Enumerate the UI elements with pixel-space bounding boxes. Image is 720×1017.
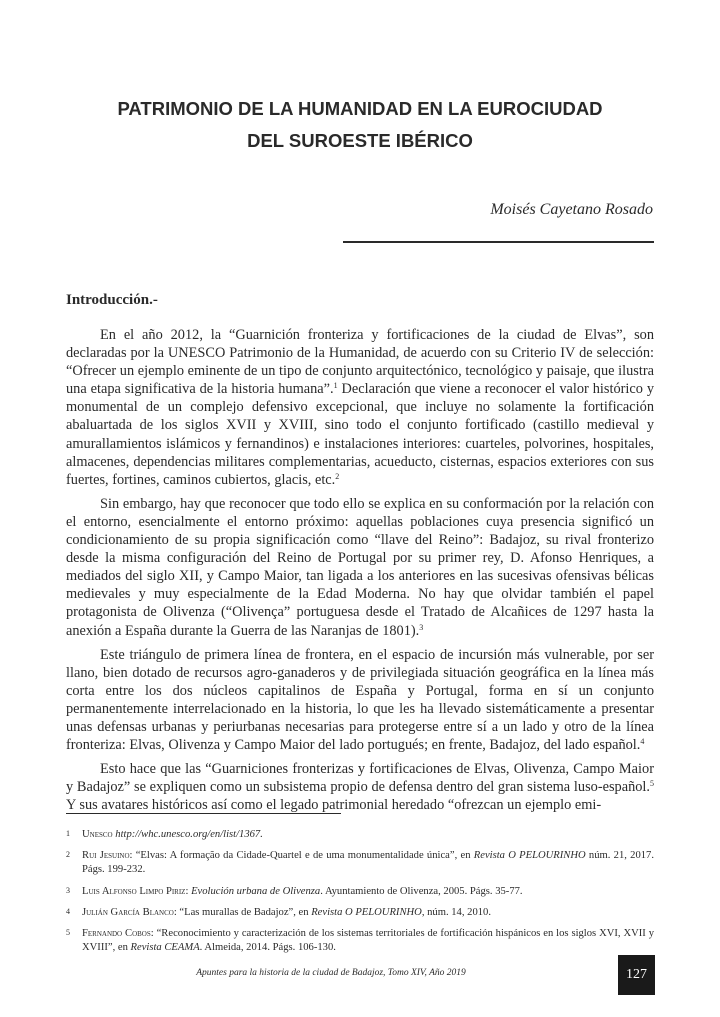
section-heading: Introducción.-: [66, 292, 158, 308]
footnote-rest: , núm. 14, 2010.: [421, 906, 491, 918]
footnote-number: 2: [66, 850, 70, 860]
footnote-text: : “Las murallas de Badajoz”, en: [173, 906, 312, 918]
footnote-rule: [66, 813, 341, 814]
footnote-sep: :: [185, 885, 192, 897]
footnote-url: http://whc.unesco.org/en/list/1367.: [115, 829, 263, 840]
footnote-number: 4: [66, 906, 70, 916]
footnote-4: [66, 906, 654, 920]
footnote-journal: Revista O PELOURINHO: [473, 850, 586, 862]
footnote-2: [66, 849, 654, 877]
footnote-rest: . Almeida, 2014. Págs. 106-130.: [199, 942, 336, 954]
author-rule: [343, 241, 654, 243]
author-name: Moisés Cayetano Rosado: [490, 201, 653, 218]
paragraph-2: [66, 495, 654, 640]
footnote-3: [66, 885, 654, 899]
footnote-journal: Revista O PELOURINHO: [311, 906, 422, 918]
paragraph-3: [66, 646, 654, 755]
paragraph-4-text-a: Esto hace que las “Guarniciones fronterizas y fortificaciones de Elvas, Olivenza, Campo Maior y Badajoz” se expliquen como un subsistema propio de defensa dentro del gran sistema luso-español.: [66, 761, 654, 796]
paragraph-1-text-b: Declaración que viene a reconocer el valor histórico y monumental de un complejo defensivo excepcional, que incluye no solamente la fortificación abaluartada de los siglos XVII y XVIII, sino todo el conjunto fortificado (castillo medieval y amurallamientos islámicos y fernandinos) e instalaciones interiores: cuarteles, polvorines, hospitales, almacenes, dependencias militares complementarias, acueducto, cisternas, espacios exteriores con sus fuertes, fortines, caminos cubiertos, glacis, etc.: [66, 381, 654, 488]
article-title-line-1: PATRIMONIO DE LA HUMANIDAD EN LA EUROCIUDAD: [117, 98, 603, 119]
paragraph-4-text-b: Y sus avatares históricos así como el legado patrimonial heredado “ofrezcan un ejemplo emi-: [66, 797, 602, 814]
footnote-text: : “Reconocimiento y caracterización de los sistemas territoriales de fortificación hispánicos en los siglos XVI, XVII y XVIII”, en: [82, 928, 655, 954]
footnotes: [66, 828, 654, 962]
footnote-text: : “Elvas: A formação da Cidade-Quartel e de uma monumentalidade única”, en: [129, 850, 474, 862]
footnote-author: Luis Alfonso Limpo Piriz: [82, 885, 186, 897]
page-number: 127: [618, 955, 655, 995]
paragraph-3-text: Este triángulo de primera línea de frontera, en el espacio de incursión más vulnerable, por ser llano, bien dotado de recursos agro-ganaderos y de privilegiada situación geográfica en la línea más corta entre los dos núcleos capitalinos de España y Portugal, forma en sí un conjunto permanentemente interrelacionado en la historia, lo que les ha llevado sistemáticamente a presentar unas defensas urbanas y periurbanas necesarias para protegerse entre sí a un lado y otro de la línea fronteriza: Elvas, Olivenza y Campo Maior del lado portugués; en frente, Badajoz, del lado español.: [66, 646, 654, 754]
article-title-line-2: DEL SUROESTE IBÉRICO: [247, 130, 473, 151]
footnote-number: 1: [66, 829, 70, 838]
footnote-ref-4: 4: [640, 737, 645, 747]
footnote-journal: Revista CEAMA: [130, 942, 200, 954]
footnote-5: [66, 927, 654, 955]
footnote-number: 3: [66, 885, 70, 895]
footnote-ref-2: 2: [335, 471, 340, 481]
footnote-rest: . Ayuntamiento de Olivenza, 2005. Págs. 35-77.: [320, 885, 523, 897]
running-footer: Apuntes para la historia de la ciudad de Badajoz, Tomo XIV, Año 2019: [196, 968, 466, 978]
paragraph-2-text: Sin embargo, hay que reconocer que todo ello se explica en su conformación por la relación con el entorno, esencialmente el entorno próximo: aquellas poblaciones cuya presencia significó un condicionamiento de su propia significación como “llave del Reino”: Badajoz, su rival fronterizo desde la misma configuración del Reino de Portugal por su primer rey, D. Afonso Henriques, a mediados del siglo XII, y Campo Maior, tan ligada a los anteriores en las sucesivas ofensivas bélicas medievales y muy especialmente de la Edad Moderna. No hay que olvidar también el papel protagonista de Olivenza (“Olivença” portuguesa desde el Tratado de Alcañices de 1297 hasta la anexión a España durante la Guerra de las Naranjas de 1801).: [66, 495, 654, 639]
footnote-author: Fernando Cobos: [82, 928, 151, 940]
body-text: [66, 326, 654, 820]
paragraph-4: [66, 760, 654, 814]
footnote-rest: núm. 21, 2017. Págs. 199-232.: [82, 850, 655, 876]
footnote-author: Julián García Blanco: [82, 906, 174, 918]
footnote-ref-1: 1: [333, 381, 338, 391]
footnote-1: [66, 828, 654, 842]
paragraph-1-text-a: En el año 2012, la “Guarnición fronteriza y fortificaciones de la ciudad de Elvas”, son declaradas por la UNESCO Patrimonio de la Humanidad, de acuerdo con su Criterio IV de selección: “Ofrecer un ejemplo eminente de un tipo de conjunto arquitectónico, tecnológico y paisaje, que ilustra una etapa significativa de la historia humana”.: [66, 327, 654, 398]
footnote-work: Evolución urbana de Olivenza: [191, 885, 321, 897]
footnote-ref-3: 3: [419, 622, 424, 632]
article-title: [60, 93, 660, 157]
footnote-number: 5: [66, 928, 70, 938]
footnote-author: Unesco: [82, 829, 113, 840]
footnote-ref-5: 5: [650, 779, 654, 789]
paragraph-1: [66, 326, 654, 489]
footnote-author: Rui Jesuino: [82, 850, 130, 862]
